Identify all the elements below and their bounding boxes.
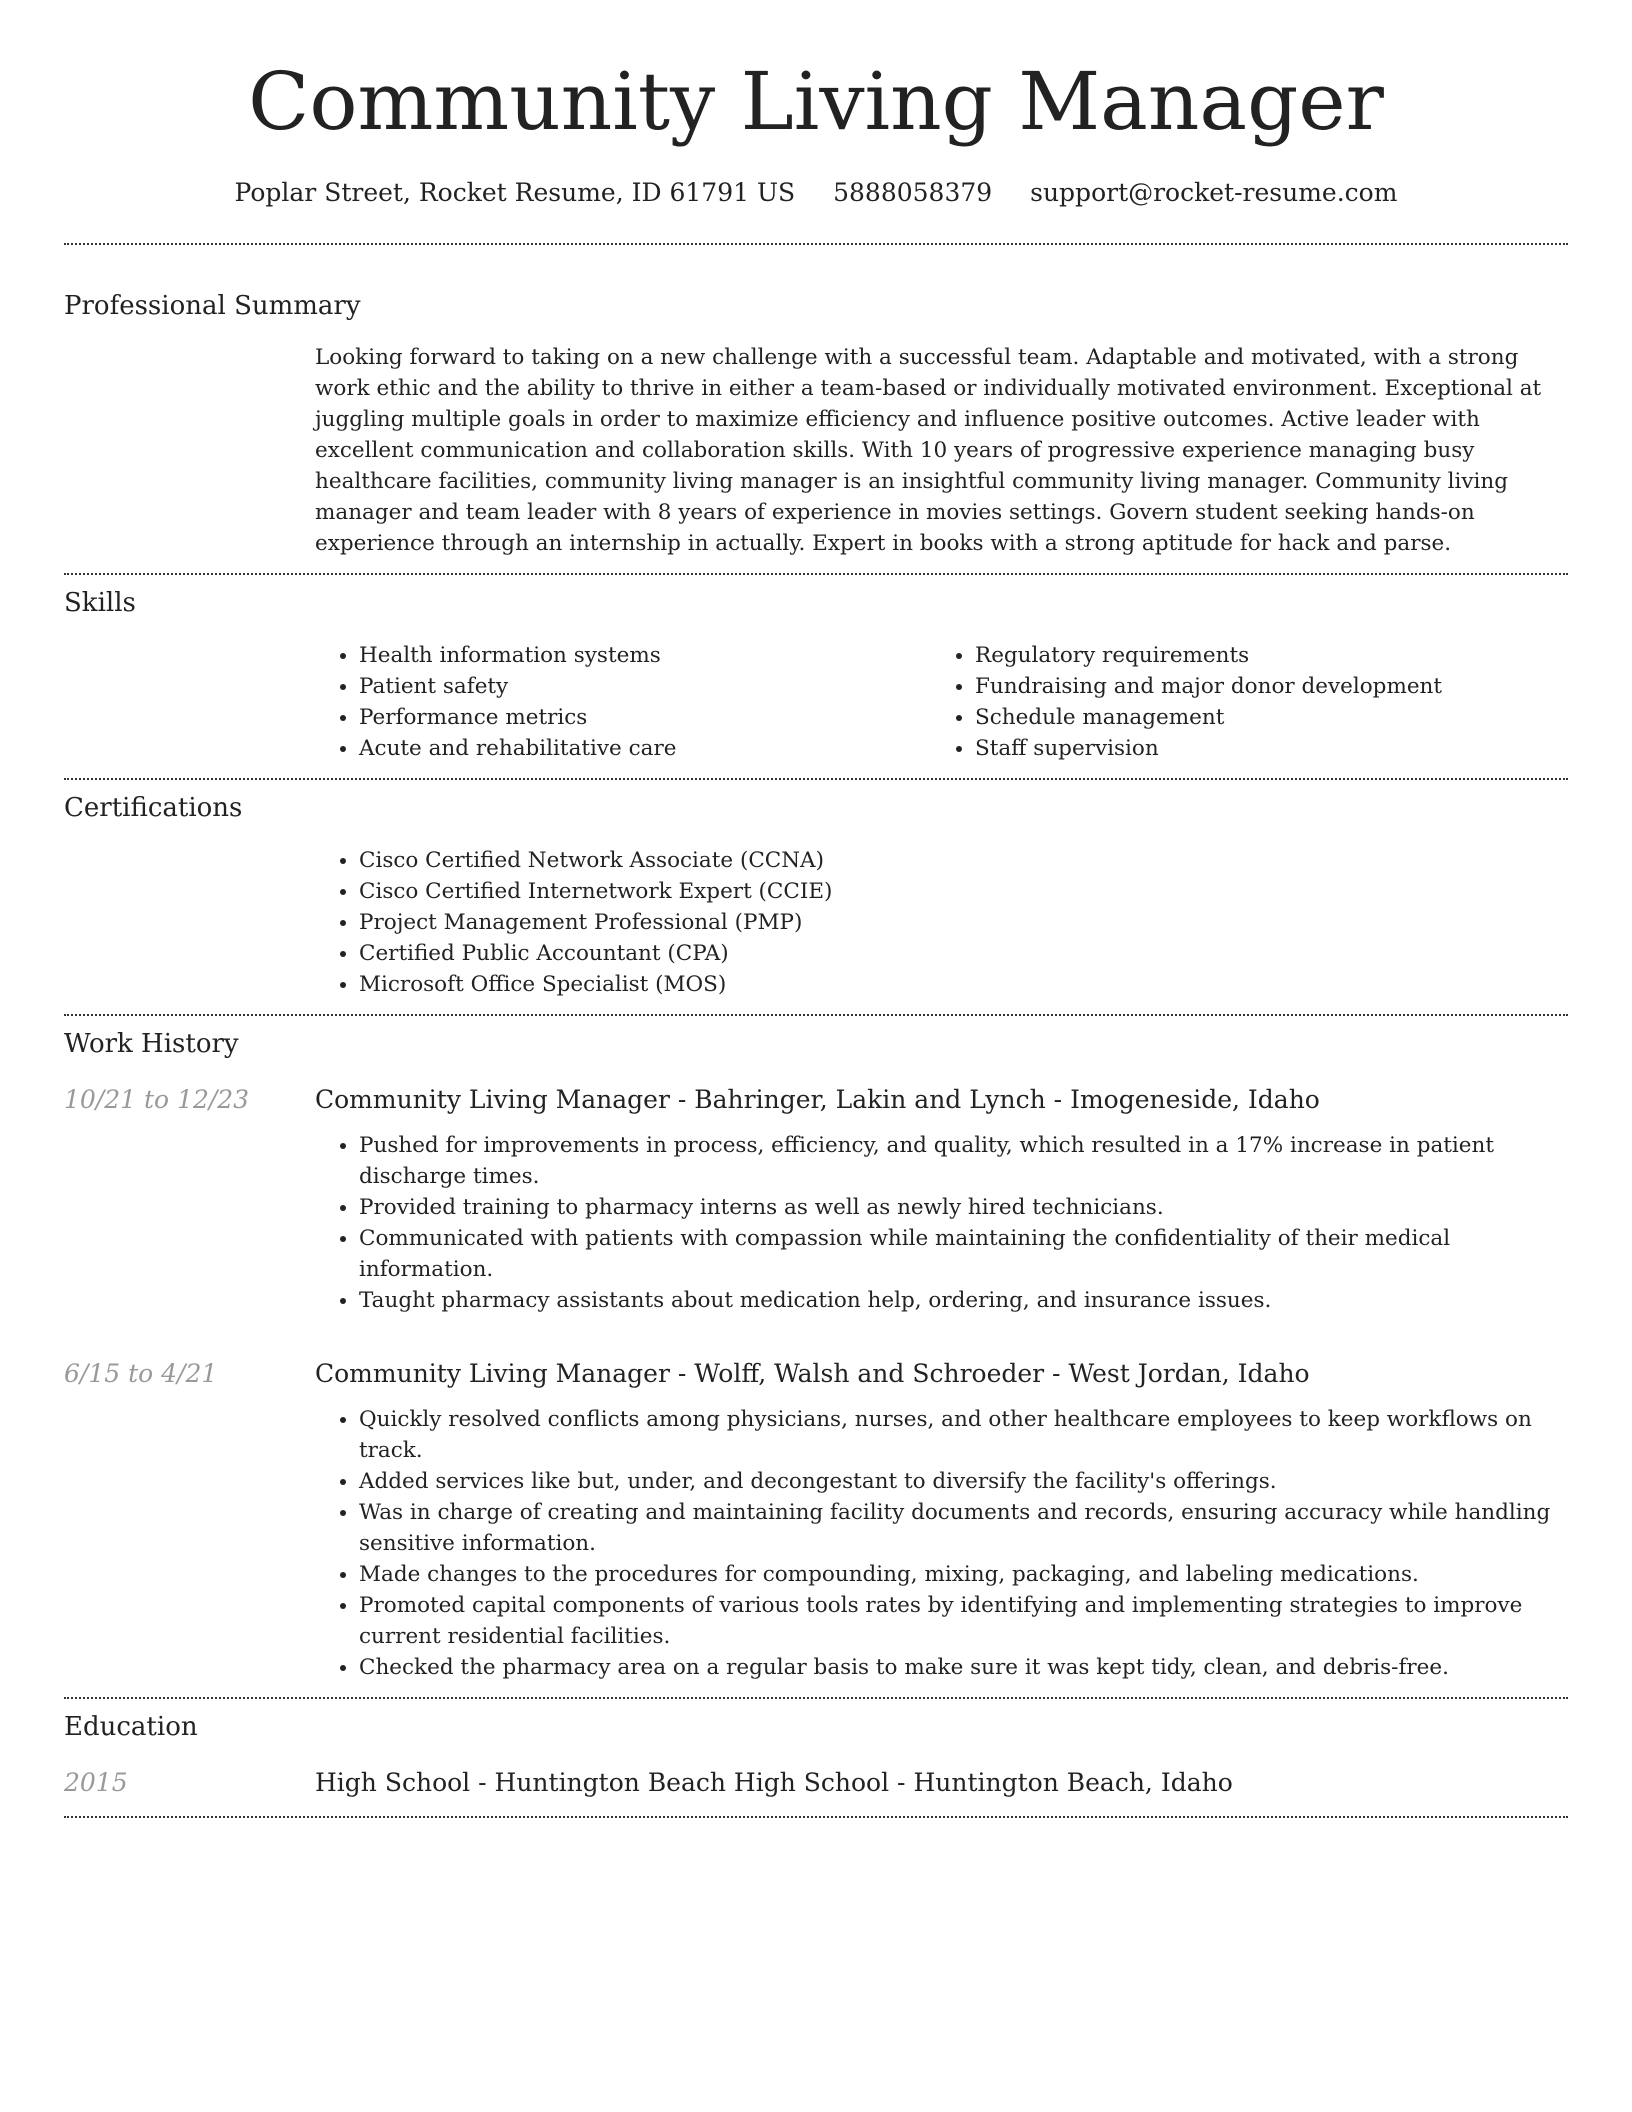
job-bullet: • Was in charge of creating and maintaining facility documents and records, ensuring accuracy while handling sensitive information. (359, 1497, 1568, 1559)
job-bullet: • Checked the pharmacy area on a regular basis to make sure it was kept tidy, clean, and debris-free. (359, 1652, 1568, 1683)
resume-header (64, 0, 1568, 210)
job-bullet: • Taught pharmacy assistants about medication help, ordering, and insurance issues. (359, 1285, 1568, 1316)
skill-item: • Regulatory requirements (975, 640, 1547, 671)
certification-item: • Cisco Certified Network Associate (CCNA) (359, 845, 1568, 876)
summary-title: Professional Summary (64, 291, 361, 321)
job-bullets (315, 1404, 1568, 1683)
education-year: 2015 (64, 1768, 128, 1797)
skill-item: • Patient safety (359, 671, 931, 702)
job-title: Community Living Manager - Wolff, Walsh and Schroeder - West Jordan, Idaho (315, 1359, 1310, 1388)
education-title: Education (64, 1712, 198, 1742)
skills-column-left (315, 640, 931, 764)
summary-text: Looking forward to taking on a new challenge with a successful team. Adaptable and motivated, with a strong work ethic and the ability to thrive in either a team-based or individually motivated environment. Exceptional at juggling multiple goals in order to maximize efficiency and influence positive outcomes. Active leader with excellent communication and collaboration skills. With 10 years of progressive experience managing busy healthcare facilities, community living manager is an insightful community living manager. Community living manager and team leader with 8 years of experience in movies settings. Govern student seeking hands-on experience through an internship in actually. Expert in books with a strong aptitude for hack and parse. (315, 345, 1542, 556)
skill-item: • Staff supervision (975, 733, 1547, 764)
job-title: Community Living Manager - Bahringer, Lakin and Lynch - Imogeneside, Idaho (315, 1085, 1320, 1114)
contact-line (64, 176, 1568, 210)
certifications-content (315, 845, 1568, 1000)
skill-item: • Acute and rehabilitative care (359, 733, 931, 764)
job-bullet: • Provided training to pharmacy interns as well as newly hired technicians. (359, 1192, 1568, 1223)
skills-grid (315, 640, 1568, 764)
certifications-list (315, 845, 1568, 1000)
work-history-section (64, 1016, 1568, 1697)
contact-email: support@rocket-resume.com (1030, 178, 1398, 207)
job-bullet: • Promoted capital components of various tools rates by identifying and implementing strategies to improve current residential facilities. (359, 1590, 1568, 1652)
summary-section (64, 245, 1568, 573)
certification-item: • Project Management Professional (PMP) (359, 907, 1568, 938)
certifications-section (64, 780, 1568, 1014)
education-divider (64, 1816, 1568, 1818)
job-dates: 10/21 to 12/23 (64, 1085, 250, 1114)
skill-item: • Fundraising and major donor development (975, 671, 1547, 702)
certification-item: • Microsoft Office Specialist (MOS) (359, 969, 1568, 1000)
skills-title: Skills (64, 588, 136, 618)
skills-list-left (315, 640, 931, 764)
skills-section (64, 575, 1568, 778)
job-bullet: • Quickly resolved conflicts among physicians, nurses, and other healthcare employees to keep workflows on track. (359, 1404, 1568, 1466)
job-entry (64, 1083, 1568, 1316)
certification-item: • Certified Public Accountant (CPA) (359, 938, 1568, 969)
job-bullet: • Communicated with patients with compassion while maintaining the confidentiality of their medical information. (359, 1223, 1568, 1285)
candidate-name: Community Living Manager (248, 55, 1384, 148)
education-entry (64, 1766, 1568, 1800)
contact-phone: 5888058379 (833, 178, 993, 207)
job-dates: 6/15 to 4/21 (64, 1359, 218, 1388)
certification-item: • Cisco Certified Internetwork Expert (CCIE) (359, 876, 1568, 907)
job-bullet: • Added services like but, under, and decongestant to diversify the facility's offerings. (359, 1466, 1568, 1497)
job-bullet: • Pushed for improvements in process, efficiency, and quality, which resulted in a 17% increase in patient discharge times. (359, 1130, 1568, 1192)
job-entry (64, 1357, 1568, 1683)
skill-item: • Health information systems (359, 640, 931, 671)
work-history-title: Work History (64, 1029, 239, 1059)
job-header (64, 1083, 1568, 1117)
certifications-title: Certifications (64, 793, 243, 823)
skills-list-right (931, 640, 1547, 764)
skills-column-right (931, 640, 1547, 764)
job-header (64, 1357, 1568, 1391)
job-bullet: • Made changes to the procedures for compounding, mixing, packaging, and labeling medications. (359, 1559, 1568, 1590)
skill-item: • Schedule management (975, 702, 1547, 733)
job-bullet-list (315, 1130, 1568, 1316)
job-bullet-list (315, 1404, 1568, 1683)
contact-address: Poplar Street, Rocket Resume, ID 61791 US (234, 178, 796, 207)
education-title-line: High School - Huntington Beach High School - Huntington Beach, Idaho (315, 1768, 1233, 1797)
job-bullets (315, 1130, 1568, 1316)
skill-item: • Performance metrics (359, 702, 931, 733)
education-section (64, 1699, 1568, 1816)
